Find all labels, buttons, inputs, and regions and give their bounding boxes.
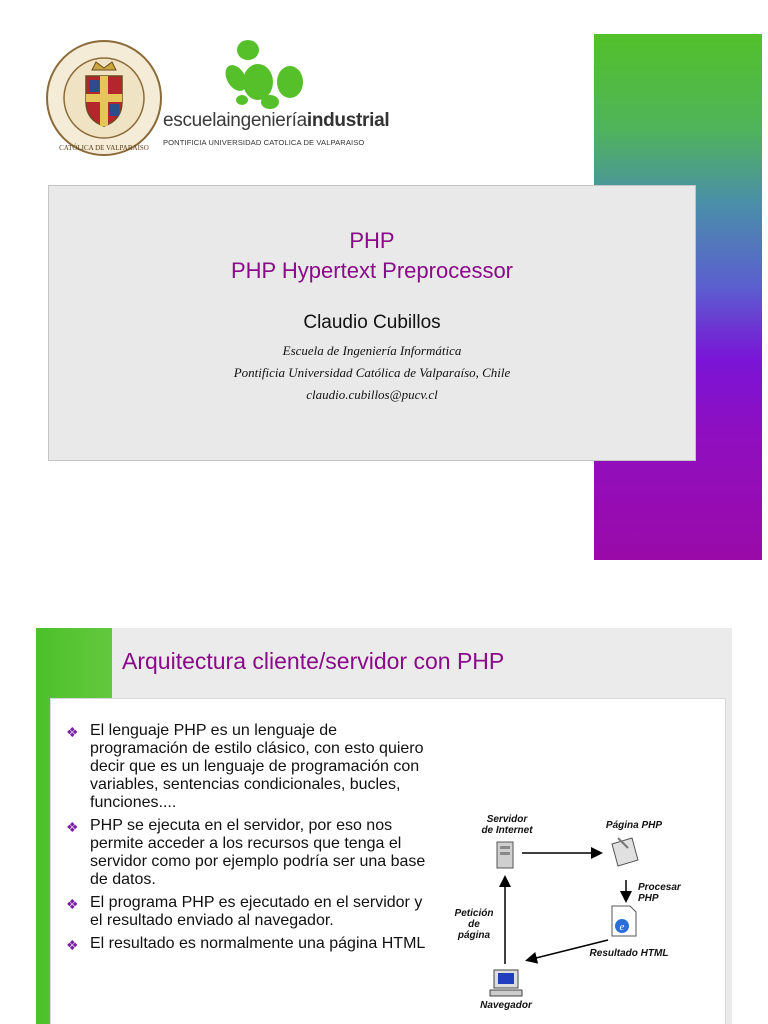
affiliation-school: Escuela de Ingeniería Informática <box>282 343 462 358</box>
seal-text: CATÓLICA DE VALPARAÍSO <box>59 144 149 152</box>
request-label: Petición de página <box>454 908 494 941</box>
school-subtitle: PONTIFICIA UNIVERSIDAD CATOLICA DE VALPARAISO <box>163 138 365 147</box>
html-page-icon <box>612 906 636 936</box>
result-label: Resultado HTML <box>589 948 669 959</box>
list-item: ❖ El programa PHP es ejecutado en el servidor y el resultado enviado al navegador. <box>66 894 423 929</box>
slide-title: Arquitectura cliente/servidor con PHP <box>122 648 505 674</box>
author-name: Claudio Cubillos <box>303 312 441 333</box>
client-server-diagram <box>454 808 724 1024</box>
diamond-bullet-icon: ❖ <box>66 819 79 835</box>
school-name: escuelaingenieríaindustrial <box>163 110 390 131</box>
diamond-bullet-icon: ❖ <box>66 896 79 912</box>
server-label: Servidor de Internet <box>481 814 533 836</box>
slide-title <box>49 226 695 286</box>
computer-icon <box>490 970 522 996</box>
architecture-slide <box>36 628 732 1024</box>
list-item: ❖ El resultado es normalmente una página HTML <box>66 935 426 953</box>
server-icon <box>497 842 513 868</box>
bullet-list <box>66 722 426 958</box>
list-item: ❖ PHP se ejecuta en el servidor, por eso nos permite acceder a los recursos que tenga el servidor como por ejemplo podría ser una base de datos. <box>66 817 426 888</box>
affiliation-university: Pontificia Universidad Católica de Valparaíso, Chile <box>233 365 511 380</box>
php-page-icon <box>612 838 638 866</box>
diamond-bullet-icon: ❖ <box>66 937 79 953</box>
process-label: Procesar PHP <box>638 882 681 904</box>
author-email: claudio.cubillos@pucv.cl <box>306 387 438 402</box>
list-item: ❖ El lenguaje PHP es un lenguaje de programación de estilo clásico, con esto quiero decir que es un lenguaje de programación con variables, sentencias condicionales, bucles, funciones.... <box>66 722 424 811</box>
affiliation <box>49 340 695 406</box>
diagram-graphics <box>454 808 724 1024</box>
title-box <box>48 185 696 461</box>
browser-label: Navegador <box>480 1000 532 1011</box>
svg-text:e: e <box>619 921 625 933</box>
university-seal-logo <box>44 38 164 158</box>
php-page-label: Página PHP <box>605 820 663 831</box>
diamond-bullet-icon: ❖ <box>66 724 79 740</box>
title-line-2: PHP Hypertext Preprocessor <box>230 258 514 283</box>
title-line-1: PHP <box>349 228 395 253</box>
